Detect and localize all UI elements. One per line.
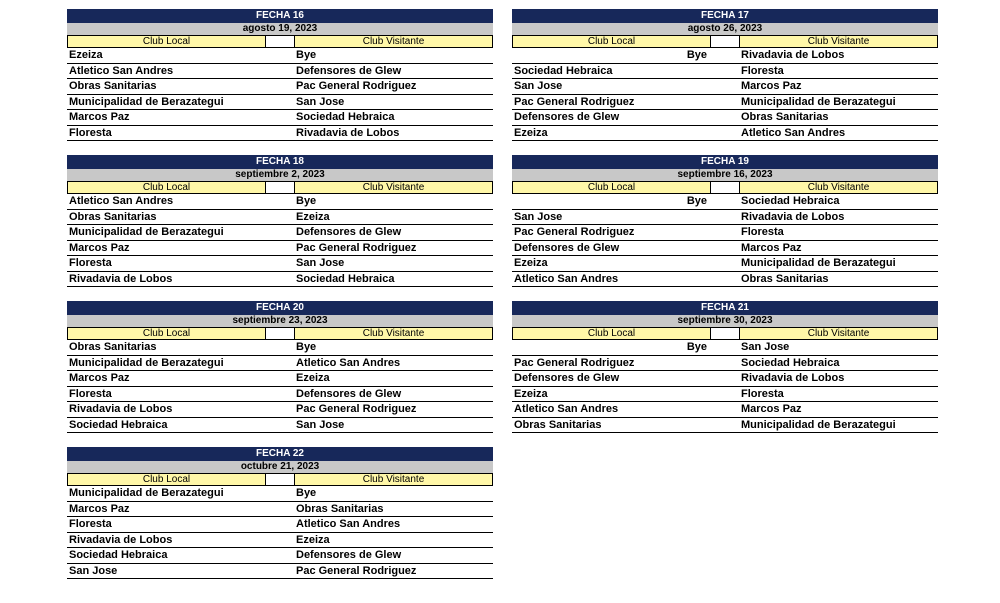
- club-visitante-header: Club Visitante: [294, 473, 493, 486]
- club-visitante: Obras Sanitarias: [296, 502, 384, 515]
- match-row: [512, 64, 938, 80]
- club-visitante: Ezeiza: [296, 372, 330, 384]
- fecha-title: FECHA 22: [67, 447, 493, 461]
- row-spacer: [266, 564, 294, 579]
- row-spacer: [711, 210, 739, 225]
- row-spacer: [711, 110, 739, 125]
- club-local-header: Club Local: [67, 35, 266, 48]
- row-spacer: [266, 502, 294, 517]
- fixture-table-20: [67, 301, 493, 433]
- row-spacer: [266, 95, 294, 110]
- header-gap: [266, 327, 294, 340]
- row-spacer: [266, 402, 294, 417]
- row-spacer: [266, 225, 294, 240]
- club-visitante-header: Club Visitante: [294, 327, 493, 340]
- fecha-date: agosto 19, 2023: [67, 23, 493, 35]
- match-row: [67, 371, 493, 387]
- club-local-header: Club Local: [512, 327, 711, 340]
- club-local: Pac General Rodriguez: [514, 226, 635, 238]
- club-visitante: Defensores de Glew: [296, 226, 402, 238]
- club-local: San Jose: [69, 564, 118, 577]
- match-row: [512, 272, 938, 288]
- club-local: Defensores de Glew: [514, 111, 620, 123]
- match-row: [67, 272, 493, 288]
- row-spacer: [711, 48, 739, 63]
- club-local: Atletico San Andres: [69, 195, 174, 207]
- fecha-title: FECHA 16: [67, 9, 493, 23]
- match-row: [67, 356, 493, 372]
- match-row: [512, 387, 938, 403]
- row-spacer: [266, 486, 294, 501]
- club-visitante-header: Club Visitante: [294, 181, 493, 194]
- club-local: Marcos Paz: [69, 372, 130, 384]
- match-row: [512, 371, 938, 387]
- club-local: Ezeiza: [69, 49, 103, 61]
- club-visitante: Obras Sanitarias: [741, 111, 829, 123]
- row-spacer: [711, 79, 739, 94]
- match-row: [512, 48, 938, 64]
- row-spacer: [266, 340, 294, 355]
- fixture-table-17: [512, 9, 938, 141]
- club-visitante: San Jose: [296, 95, 345, 108]
- match-row: [512, 126, 938, 142]
- header-gap: [266, 35, 294, 48]
- club-visitante: Defensores de Glew: [296, 549, 402, 561]
- club-visitante: Ezeiza: [296, 210, 330, 223]
- row-spacer: [266, 517, 294, 532]
- fecha-title: FECHA 20: [67, 301, 493, 315]
- row-spacer: [266, 418, 294, 433]
- row-spacer: [711, 418, 739, 433]
- club-visitante-header: Club Visitante: [739, 181, 938, 194]
- club-local: Pac General Rodriguez: [514, 356, 635, 369]
- match-row: [512, 225, 938, 241]
- club-visitante-header: Club Visitante: [739, 327, 938, 340]
- column-header-row: [512, 181, 938, 194]
- club-local: Bye: [686, 195, 707, 207]
- fixture-table-19: [512, 155, 938, 287]
- match-row: [512, 340, 938, 356]
- fecha-title: FECHA 17: [512, 9, 938, 23]
- club-local: Ezeiza: [514, 257, 548, 269]
- match-row: [67, 533, 493, 549]
- match-row: [67, 48, 493, 64]
- row-spacer: [711, 225, 739, 240]
- fecha-title: FECHA 18: [67, 155, 493, 169]
- match-row: [67, 126, 493, 142]
- row-spacer: [266, 371, 294, 386]
- row-spacer: [266, 194, 294, 209]
- row-spacer: [711, 356, 739, 371]
- club-visitante: Marcos Paz: [741, 241, 802, 254]
- match-row: [67, 340, 493, 356]
- match-row: [67, 79, 493, 95]
- club-visitante: Floresta: [741, 226, 784, 238]
- club-visitante: Rivadavia de Lobos: [741, 210, 845, 223]
- match-row: [512, 418, 938, 434]
- fecha-title: FECHA 21: [512, 301, 938, 315]
- club-local: San Jose: [514, 210, 563, 223]
- row-spacer: [711, 256, 739, 271]
- match-row: [67, 548, 493, 564]
- row-spacer: [266, 48, 294, 63]
- club-visitante: Municipalidad de Berazategui: [741, 257, 896, 269]
- row-spacer: [266, 79, 294, 94]
- club-visitante: Marcos Paz: [741, 80, 802, 92]
- match-row: [512, 110, 938, 126]
- club-visitante: Rivadavia de Lobos: [296, 126, 400, 139]
- club-local: Marcos Paz: [69, 241, 130, 254]
- header-gap: [711, 327, 739, 340]
- club-local: Pac General Rodriguez: [514, 95, 635, 108]
- row-spacer: [266, 533, 294, 548]
- row-spacer: [266, 387, 294, 402]
- club-local: Defensores de Glew: [514, 241, 620, 254]
- club-visitante: Sociedad Hebraica: [296, 111, 395, 123]
- club-visitante: Defensores de Glew: [296, 387, 402, 400]
- club-local: Obras Sanitarias: [69, 80, 157, 92]
- header-gap: [266, 473, 294, 486]
- club-local: Obras Sanitarias: [69, 341, 157, 353]
- club-local: Ezeiza: [514, 126, 548, 139]
- match-row: [67, 387, 493, 403]
- club-local: Floresta: [69, 387, 112, 400]
- match-row: [512, 194, 938, 210]
- row-spacer: [266, 272, 294, 287]
- fixture-table-21: [512, 301, 938, 433]
- row-spacer: [711, 126, 739, 141]
- row-spacer: [711, 194, 739, 209]
- club-local: Obras Sanitarias: [514, 418, 602, 431]
- match-row: [67, 241, 493, 257]
- row-spacer: [711, 402, 739, 417]
- fecha-date: septiembre 23, 2023: [67, 315, 493, 327]
- club-visitante: Rivadavia de Lobos: [741, 49, 845, 61]
- club-local: Floresta: [69, 518, 112, 530]
- club-visitante: Floresta: [741, 387, 784, 400]
- club-local: Municipalidad de Berazategui: [69, 95, 224, 108]
- club-visitante: Floresta: [741, 64, 784, 77]
- club-visitante: Pac General Rodriguez: [296, 403, 417, 415]
- club-visitante: Obras Sanitarias: [741, 272, 829, 285]
- match-row: [67, 64, 493, 80]
- column-header-row: [67, 327, 493, 340]
- club-visitante: San Jose: [741, 341, 790, 353]
- club-local: Municipalidad de Berazategui: [69, 487, 224, 499]
- header-gap: [711, 35, 739, 48]
- club-local: San Jose: [514, 80, 563, 92]
- club-local-header: Club Local: [67, 327, 266, 340]
- club-local: Marcos Paz: [69, 502, 130, 515]
- club-local: Municipalidad de Berazategui: [69, 226, 224, 238]
- row-spacer: [266, 256, 294, 271]
- match-row: [512, 241, 938, 257]
- header-gap: [711, 181, 739, 194]
- club-visitante: San Jose: [296, 257, 345, 269]
- row-spacer: [266, 126, 294, 141]
- column-header-row: [67, 35, 493, 48]
- club-visitante: Bye: [296, 195, 317, 207]
- row-spacer: [266, 110, 294, 125]
- club-local: Rivadavia de Lobos: [69, 403, 173, 415]
- row-spacer: [266, 64, 294, 79]
- row-spacer: [711, 64, 739, 79]
- row-spacer: [711, 340, 739, 355]
- match-row: [67, 517, 493, 533]
- fecha-date: septiembre 2, 2023: [67, 169, 493, 181]
- club-visitante: Atletico San Andres: [296, 356, 401, 369]
- club-local: Floresta: [69, 257, 112, 269]
- match-row: [512, 210, 938, 226]
- row-spacer: [711, 387, 739, 402]
- club-visitante: Pac General Rodriguez: [296, 564, 417, 577]
- match-row: [512, 79, 938, 95]
- club-visitante-header: Club Visitante: [739, 35, 938, 48]
- club-local-header: Club Local: [67, 473, 266, 486]
- match-row: [67, 402, 493, 418]
- club-local-header: Club Local: [512, 181, 711, 194]
- row-spacer: [266, 548, 294, 563]
- fecha-date: octubre 21, 2023: [67, 461, 493, 473]
- club-local: Municipalidad de Berazategui: [69, 356, 224, 369]
- club-visitante: Bye: [296, 49, 317, 61]
- match-row: [67, 194, 493, 210]
- club-local: Rivadavia de Lobos: [69, 533, 173, 546]
- column-header-row: [512, 327, 938, 340]
- club-visitante: San Jose: [296, 418, 345, 431]
- row-spacer: [266, 241, 294, 256]
- fecha-date: septiembre 16, 2023: [512, 169, 938, 181]
- fixture-table-16: [67, 9, 493, 141]
- club-local: Ezeiza: [514, 387, 548, 400]
- club-local: Floresta: [69, 126, 112, 139]
- match-row: [67, 210, 493, 226]
- club-local: Atletico San Andres: [69, 64, 174, 77]
- fecha-date: septiembre 30, 2023: [512, 315, 938, 327]
- match-row: [67, 418, 493, 434]
- club-local: Obras Sanitarias: [69, 210, 157, 223]
- club-visitante: Sociedad Hebraica: [741, 195, 840, 207]
- club-local: Atletico San Andres: [514, 272, 619, 285]
- club-visitante: Rivadavia de Lobos: [741, 372, 845, 384]
- column-header-row: [67, 181, 493, 194]
- column-header-row: [512, 35, 938, 48]
- match-row: [67, 110, 493, 126]
- club-visitante: Sociedad Hebraica: [741, 356, 840, 369]
- match-row: [67, 256, 493, 272]
- club-local: Bye: [686, 49, 707, 61]
- match-row: [67, 95, 493, 111]
- club-visitante: Bye: [296, 341, 317, 353]
- row-spacer: [266, 356, 294, 371]
- club-visitante: Atletico San Andres: [741, 126, 846, 139]
- club-visitante: Bye: [296, 487, 317, 499]
- fecha-date: agosto 26, 2023: [512, 23, 938, 35]
- fixture-table-18: [67, 155, 493, 287]
- club-local: Defensores de Glew: [514, 372, 620, 384]
- club-local: Atletico San Andres: [514, 403, 619, 415]
- club-visitante: Marcos Paz: [741, 403, 802, 415]
- match-row: [512, 95, 938, 111]
- club-visitante: Ezeiza: [296, 533, 330, 546]
- club-visitante: Municipalidad de Berazategui: [741, 95, 896, 108]
- club-local-header: Club Local: [67, 181, 266, 194]
- row-spacer: [266, 210, 294, 225]
- club-local: Rivadavia de Lobos: [69, 272, 173, 285]
- club-local: Sociedad Hebraica: [514, 64, 613, 77]
- match-row: [512, 256, 938, 272]
- header-gap: [266, 181, 294, 194]
- club-visitante: Pac General Rodriguez: [296, 241, 417, 254]
- column-header-row: [67, 473, 493, 486]
- club-visitante: Pac General Rodriguez: [296, 80, 417, 92]
- club-visitante: Sociedad Hebraica: [296, 272, 395, 285]
- club-visitante: Atletico San Andres: [296, 518, 401, 530]
- row-spacer: [711, 371, 739, 386]
- club-visitante: Municipalidad de Berazategui: [741, 418, 896, 431]
- match-row: [67, 486, 493, 502]
- match-row: [67, 225, 493, 241]
- club-local-header: Club Local: [512, 35, 711, 48]
- fixture-table-22: [67, 447, 493, 579]
- match-row: [512, 356, 938, 372]
- fecha-title: FECHA 19: [512, 155, 938, 169]
- match-row: [512, 402, 938, 418]
- club-visitante: Defensores de Glew: [296, 64, 402, 77]
- match-row: [67, 564, 493, 580]
- row-spacer: [711, 272, 739, 287]
- club-local: Marcos Paz: [69, 111, 130, 123]
- row-spacer: [711, 241, 739, 256]
- club-visitante-header: Club Visitante: [294, 35, 493, 48]
- row-spacer: [711, 95, 739, 110]
- club-local: Sociedad Hebraica: [69, 549, 168, 561]
- club-local: Bye: [686, 341, 707, 353]
- club-local: Sociedad Hebraica: [69, 418, 168, 431]
- match-row: [67, 502, 493, 518]
